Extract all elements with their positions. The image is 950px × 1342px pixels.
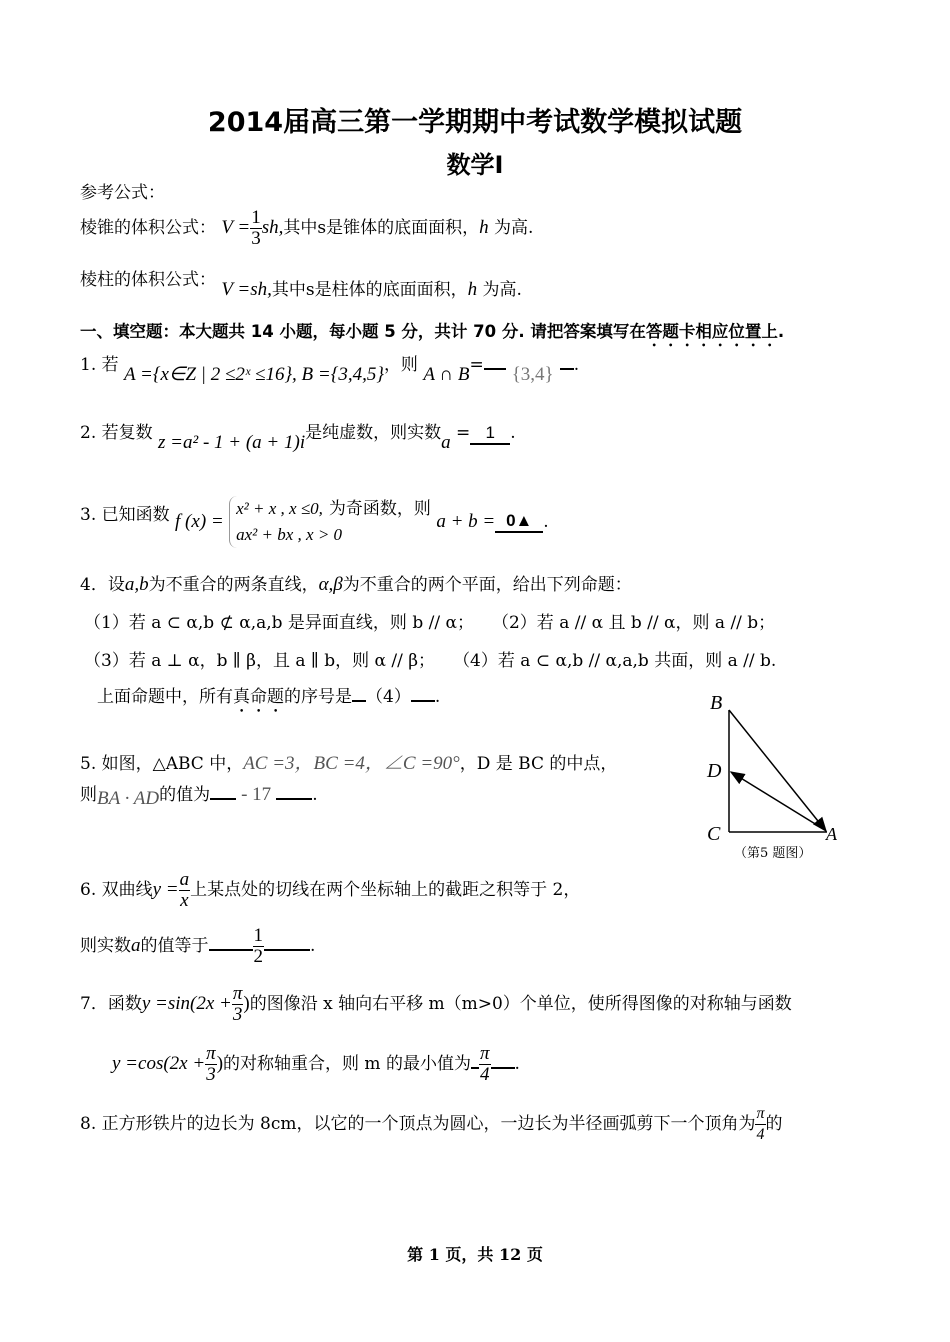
denominator: 3 bbox=[232, 1004, 243, 1025]
answer: {3,4} bbox=[511, 364, 554, 385]
propositions-row-2 bbox=[84, 646, 776, 671]
vector-ba bbox=[729, 710, 826, 831]
math: AC =3，BC =4，∠C =90° bbox=[243, 753, 460, 774]
text: 则实数 bbox=[80, 936, 131, 956]
text: 的序号是 bbox=[284, 687, 352, 707]
numerator: π bbox=[232, 983, 243, 1004]
fraction bbox=[250, 208, 262, 249]
text: 5. 如图，△ABC 中， bbox=[80, 754, 244, 774]
denominator: 4 bbox=[479, 1064, 490, 1085]
emphasis: 真命题 bbox=[233, 687, 284, 707]
denominator: x bbox=[180, 890, 189, 911]
question-6-line-2 bbox=[80, 926, 315, 967]
question-4-intro bbox=[80, 570, 632, 596]
math: sh, bbox=[261, 217, 284, 238]
label: 棱锥的体积公式： bbox=[80, 218, 216, 238]
blank bbox=[210, 798, 236, 800]
text: ，则 bbox=[383, 355, 418, 375]
propositions-row-1 bbox=[84, 608, 775, 633]
case: x² + x , x ≤0, bbox=[236, 499, 323, 518]
text: 为高. bbox=[488, 218, 534, 238]
numerator: a bbox=[179, 869, 190, 890]
text: . bbox=[543, 512, 549, 532]
blank bbox=[560, 368, 574, 370]
label-a: A bbox=[826, 824, 837, 844]
question-4-summary bbox=[97, 682, 440, 717]
figure-caption: （第5 题图） bbox=[734, 846, 812, 861]
math: y =cos(2x + bbox=[112, 1053, 206, 1074]
vector-ad bbox=[731, 772, 825, 830]
label: 棱柱的体积公式： bbox=[80, 270, 216, 290]
page-title: 2014届高三第一学期期中考试数学模拟试题 bbox=[207, 107, 743, 138]
denominator: 3 bbox=[206, 1064, 216, 1085]
text: 的值等于 bbox=[140, 936, 209, 956]
reference-formulas-label: 参考公式： bbox=[80, 183, 165, 203]
text: 其中s是锥体的底面面积， bbox=[283, 218, 480, 238]
pyramid-volume-formula bbox=[80, 208, 533, 249]
text: = bbox=[456, 423, 471, 443]
math: f (x) = bbox=[175, 511, 224, 532]
text: 上面命题中，所有 bbox=[97, 687, 233, 707]
blank bbox=[209, 949, 253, 951]
text: 3. 已知函数 bbox=[80, 505, 170, 525]
blank bbox=[471, 1067, 479, 1069]
denominator: 2 bbox=[253, 946, 263, 967]
question-5-line-2 bbox=[80, 780, 318, 809]
text: ，D 是 BC 的中点， bbox=[459, 754, 618, 774]
blank bbox=[352, 700, 366, 702]
proposition-1: （1）若 a ⊂ α,b ⊄ α,a,b 是异面直线，则 b // α； bbox=[84, 613, 474, 633]
answer: （4） bbox=[366, 687, 411, 707]
prism-volume-formula bbox=[80, 265, 522, 300]
text: 是纯虚数，则实数 bbox=[305, 423, 442, 443]
text: 8. 正方形铁片的边长为 8cm，以它的一个顶点为圆心，一边长为半径画弧剪下一个顶角为 bbox=[80, 1114, 756, 1134]
text: . bbox=[514, 1054, 520, 1074]
numerator: π bbox=[755, 1104, 765, 1125]
answer: - 17 bbox=[241, 784, 272, 805]
math: a bbox=[131, 935, 141, 956]
text: . bbox=[310, 936, 316, 956]
blank bbox=[264, 949, 310, 951]
proposition-3: （3）若 a ⊥ α，b ∥ β，且 a ∥ b，则 α // β； bbox=[84, 651, 436, 671]
math: a bbox=[441, 432, 451, 453]
text: . bbox=[312, 785, 318, 805]
case: ax² + bx , x > 0 bbox=[236, 525, 343, 544]
text: 则 bbox=[80, 785, 97, 805]
question-1 bbox=[80, 350, 580, 385]
math: z =a² - 1 + (a + 1)i bbox=[158, 432, 306, 453]
text: . bbox=[434, 687, 441, 707]
label-c: C bbox=[707, 823, 721, 845]
answer: 0▲ bbox=[495, 511, 543, 533]
math: A ={x∈Z | 2 ≤2ˣ ≤16}, B ={3,4,5} bbox=[124, 364, 384, 385]
text: 为不重合的两条直线， bbox=[148, 575, 319, 595]
text: 的 bbox=[765, 1114, 783, 1134]
numerator: 1 bbox=[251, 207, 261, 228]
fraction bbox=[205, 1044, 217, 1085]
text: . bbox=[510, 423, 516, 443]
question-8 bbox=[80, 1104, 783, 1145]
blank bbox=[411, 700, 435, 702]
text: 的值为 bbox=[159, 785, 211, 805]
label-b: B bbox=[710, 692, 723, 714]
text: 其中s是柱体的底面面积， bbox=[271, 280, 468, 300]
text: 为不重合的两个平面，给出下列命题： bbox=[342, 575, 632, 595]
answer-fraction bbox=[479, 1044, 491, 1085]
math: a + b = bbox=[436, 511, 496, 532]
question-5-line-1 bbox=[80, 748, 617, 775]
question-2 bbox=[80, 418, 516, 453]
blank bbox=[484, 368, 506, 370]
text: 的对称轴重合，则 m 的最小值为 bbox=[223, 1054, 471, 1074]
emphasis: 答题卡相应位置上 bbox=[645, 322, 778, 341]
fraction bbox=[179, 870, 191, 911]
proposition-2: （2）若 a // α 且 b // α，则 a // b； bbox=[491, 613, 776, 633]
page-footer: 第 1 页，共 12 页 bbox=[407, 1245, 543, 1264]
math: BA · AD bbox=[97, 788, 160, 809]
numerator: π bbox=[206, 1043, 216, 1064]
math: y = bbox=[152, 879, 179, 900]
fraction bbox=[232, 984, 244, 1025]
text: 为高. bbox=[477, 280, 522, 300]
text: 2. 若复数 bbox=[80, 423, 153, 443]
math: V = bbox=[221, 217, 251, 238]
blank bbox=[276, 798, 312, 800]
question-3 bbox=[80, 496, 549, 548]
text: . bbox=[777, 322, 785, 341]
math: y =sin(2x + bbox=[141, 993, 232, 1014]
math: A ∩ B bbox=[423, 364, 470, 385]
blank bbox=[491, 1067, 515, 1069]
math: ) bbox=[243, 993, 250, 1014]
question-6-line-1 bbox=[80, 870, 580, 911]
math: α,β bbox=[318, 574, 343, 595]
math: V =sh, bbox=[221, 279, 272, 300]
math: ) bbox=[216, 1053, 224, 1074]
label-d: D bbox=[707, 760, 722, 782]
answer-fraction bbox=[253, 926, 265, 967]
numerator: 1 bbox=[253, 925, 263, 946]
numerator: π bbox=[479, 1043, 490, 1064]
question-7-line-1 bbox=[80, 984, 792, 1025]
math: a,b bbox=[124, 574, 149, 595]
text: 4．设 bbox=[80, 575, 125, 595]
triangle-figure bbox=[700, 690, 850, 865]
answer: 1 bbox=[470, 423, 510, 445]
piecewise bbox=[229, 496, 431, 548]
proposition-4: （4）若 a ⊂ α,b // α,a,b 共面，则 a // b. bbox=[453, 651, 777, 671]
text: . bbox=[573, 355, 580, 375]
math: h bbox=[479, 217, 489, 238]
page-subtitle: 数学Ⅰ bbox=[446, 151, 504, 179]
text: 上某点处的切线在两个坐标轴上的截距之积等于 2， bbox=[190, 880, 581, 900]
text: 6. 双曲线 bbox=[80, 880, 153, 900]
section-heading bbox=[80, 318, 784, 350]
fraction bbox=[755, 1104, 765, 1145]
text: 7．函数 bbox=[80, 994, 142, 1014]
text: 的图像沿 x 轴向右平移 m（m>0）个单位，使所得图像的对称轴与函数 bbox=[249, 994, 792, 1014]
question-7-line-2 bbox=[112, 1044, 520, 1085]
text: = bbox=[469, 355, 484, 375]
text: 一、填空题：本大题共 14 小题，每小题 5 分，共计 70 分. 请把答案填写在 bbox=[80, 322, 646, 341]
text: 为奇函数，则 bbox=[328, 499, 431, 519]
denominator: 4 bbox=[756, 1126, 765, 1143]
math: h bbox=[467, 279, 478, 300]
denominator: 3 bbox=[251, 228, 261, 249]
text: 1. 若 bbox=[80, 355, 119, 375]
